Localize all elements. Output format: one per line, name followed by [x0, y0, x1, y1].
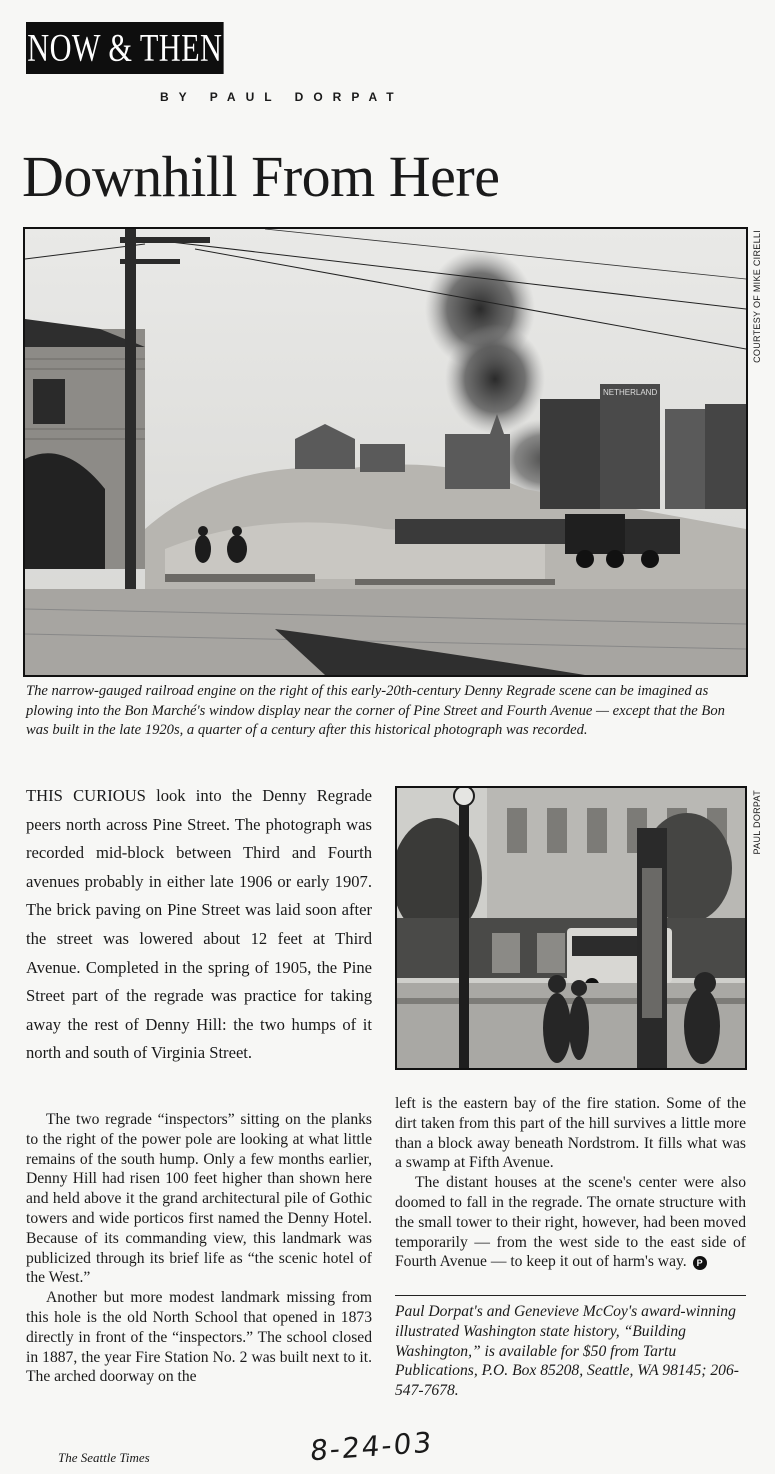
article-column-right	[395, 1094, 746, 1272]
article-lead: THIS CURIOUS look into the Denny Regrade peers north across Pine Street. The photograph was recorded mid-block between Third and Fourth avenues probably in either late 1906 or early 1907. The brick paving on Pine Street was laid soon after the street was lowered about 12 feet at Third Avenue. Completed in the spring of 1905, the Pine Street part of the regrade was practice for taking away the rest of Denny Hill: the two humps of it north and south of Virginia Street.	[26, 786, 372, 1063]
photo-caption: The narrow-gauged railroad engine on the right of this early-20th-century Denny Regrade scene can be imagined as plowing into the Bon Marché's window display near the corner of Pine Street and Fourth Avenue — except that the Bon was built in the late 1920s, a quarter of a century after this historical photograph was recorded.	[26, 683, 725, 739]
historical-photo-drawing	[25, 229, 746, 675]
modern-photo	[395, 786, 747, 1070]
publication-name: The Seattle Times	[58, 1450, 150, 1465]
netherland-sign: NETHERLAND	[603, 388, 658, 397]
end-mark-icon: P	[693, 1256, 707, 1270]
modern-photo-drawing	[397, 788, 745, 1068]
promo-divider	[395, 1295, 746, 1296]
book-promo: Paul Dorpat's and Genevieve McCoy's award-winning illustrated Washington state history, “Building Washington,” is available for $50 from Tartu Publications, P.O. Box 85208, Seattle, WA 98145; 206-547-7678.	[395, 1303, 739, 1400]
article-paragraph-final	[395, 1173, 746, 1272]
article-paragraph-text: The distant houses at the scene's center were also doomed to fall in the regrade. The ornate structure with the small tower to their right, however, had been moved temporarily — from the west side to the east side of Fourth Avenue — to keep it out of harm's way.	[395, 1174, 746, 1271]
article-paragraph: left is the eastern bay of the fire station. Some of the dirt taken from this part of the hill survives a little more than a block away beneath Nordstrom. It fills what was a swamp at Fifth Avenue.	[395, 1095, 746, 1172]
article-paragraph: The two regrade “inspectors” sitting on the planks to the right of the power pole are looking at what little remains of the south hump. Only a few months earlier, Denny Hill had risen 100 feet higher than shown here and held above it the grand architectural pile of Gothic towers and wide porticos first named the Denny Hotel. Because of its commanding view, this landmark was publicized through its brief life as “the scenic hotel of the West.”	[26, 1111, 372, 1287]
byline: BY PAUL DORPAT	[160, 90, 404, 104]
column-masthead	[26, 22, 224, 74]
masthead-text: NOW & THEN	[27, 26, 223, 70]
modern-photo-credit: PAUL DORPAT	[752, 790, 762, 855]
main-photo-credit: COURTESY OF MIKE CIRELLI	[752, 230, 762, 363]
handwritten-date: 8-24-03	[308, 1425, 435, 1468]
article-paragraph: Another but more modest landmark missing from this hole is the old North School that opened in 1873 directly in front of the “inspectors.” The school closed in 1887, the year Fire Station No. 2 was built next to it. The arched doorway on the	[26, 1289, 372, 1386]
page-title: Downhill From Here	[22, 144, 500, 209]
article-column-left	[26, 1110, 372, 1387]
historical-photo	[23, 227, 748, 677]
